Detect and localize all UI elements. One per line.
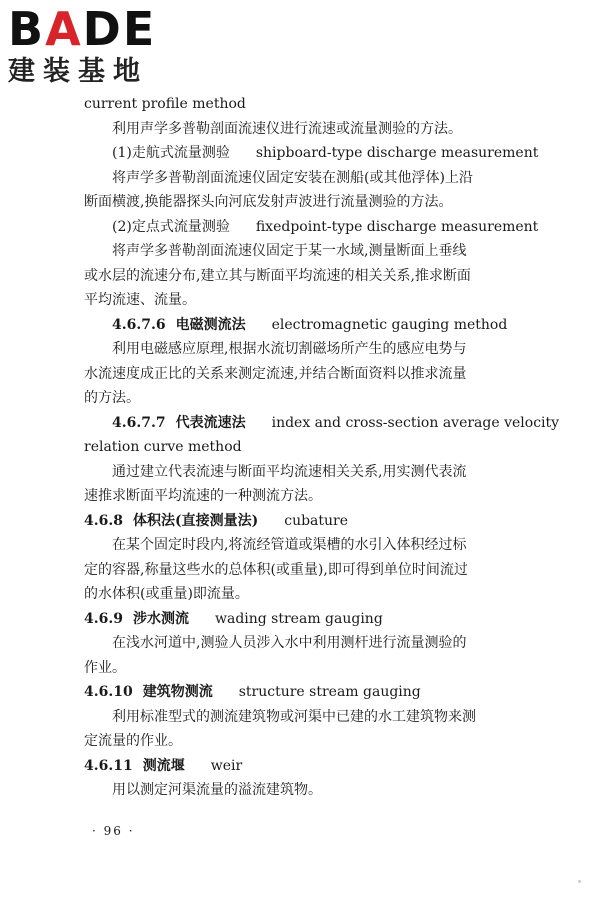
section-title-zh: 体积法(直接测量法): [132, 512, 259, 529]
text-line: 平均流速、流量。: [84, 292, 196, 308]
section-title-zh: 建筑物测流: [142, 684, 213, 700]
text-line: current profile method: [84, 96, 246, 112]
text-line: 的方法。: [84, 390, 140, 406]
page-number: · 96 ·: [92, 824, 135, 838]
section-title-en: index and cross-section average velocity: [271, 414, 560, 431]
text-line: 或水层的流速分布,建立其与断面平均流速的相关关系,推求断面: [84, 267, 471, 284]
text-line: 作业。: [84, 659, 126, 676]
text-line: 速推求断面平均流速的一种测流方法。: [84, 488, 322, 504]
subterm-zh: (1)走航式流量测验: [112, 145, 230, 161]
section-number: 4.6.9: [84, 610, 123, 627]
subterm-fixedpoint: [84, 215, 539, 240]
text-line: 利用电磁感应原理,根据水流切割磁场所产生的感应电势与: [112, 341, 467, 357]
logo-letter-a: A: [45, 2, 83, 56]
document-body: [84, 92, 560, 803]
text-line: 水流速度成正比的关系来测定流速,并结合断面资料以推求流量: [84, 365, 467, 382]
text-line: 用以测定河渠流量的溢流建筑物。: [112, 782, 322, 798]
text-line: 将声学多普勒剖面流速仪固定安装在测船(或其他浮体)上沿: [112, 169, 473, 186]
text-line: 在浅水河道中,测验人员涉入水中利用测杆进行流量测验的: [112, 635, 467, 651]
section-number: 4.6.8: [84, 512, 123, 529]
section-title-zh: 代表流速法: [175, 414, 246, 431]
logo-wordmark: [8, 4, 178, 54]
text-line: 通过建立代表流速与断面平均流速相关关系,用实测代表流: [112, 463, 467, 480]
text-line: 定流量的作业。: [84, 733, 182, 749]
section-title-en: cubature: [284, 512, 349, 529]
subterm-zh: (2)定点式流量测验: [112, 218, 230, 235]
text-line: 的水体积(或重量)即流量。: [84, 586, 249, 602]
logo-letter-b: B: [8, 2, 46, 56]
logo-subtitle: 建装基地: [8, 56, 148, 87]
section-title-zh: 测流堰: [142, 757, 185, 774]
section-title-en: electromagnetic gauging method: [271, 316, 508, 333]
section-heading-469: [84, 607, 514, 632]
section-title-zh: 涉水测流: [132, 610, 189, 627]
section-heading-4611: [84, 754, 514, 779]
text-line: 定的容器,称量这些水的总体积(或重量),即可得到单位时间流过: [84, 561, 468, 578]
subterm-en: fixedpoint-type discharge measurement: [255, 218, 539, 235]
text-line: 利用声学多普勒剖面流速仪进行流速或流量测验的方法。: [112, 120, 462, 137]
text-line: 利用标准型式的测流建筑物或河渠中已建的水工建筑物来测: [112, 708, 476, 725]
section-number: 4.6.10: [84, 684, 133, 700]
text-line: relation curve method: [84, 439, 242, 455]
section-heading-4677: [84, 411, 560, 436]
section-number: 4.6.7.7: [112, 414, 166, 431]
logo-letters-de: DE: [82, 2, 157, 56]
text-line: 将声学多普勒剖面流速仪固定于某一水域,测量断面上垂线: [112, 243, 467, 259]
section-number: 4.6.7.6: [112, 316, 166, 333]
subterm-shipboard: [84, 141, 539, 166]
section-title-en: wading stream gauging: [214, 610, 383, 627]
section-number: 4.6.11: [84, 757, 133, 774]
scan-speck: [578, 880, 581, 883]
section-heading-4676: [84, 313, 514, 338]
section-title-zh: 电磁测流法: [175, 316, 246, 333]
text-line: 断面横渡,换能器探头向河底发射声波进行流量测验的方法。: [84, 194, 453, 210]
section-title-en: weir: [210, 757, 243, 774]
section-heading-468: [84, 509, 514, 534]
text-line: 在某个固定时段内,将流经管道或渠槽的水引入体积经过标: [112, 537, 467, 553]
section-title-en: structure stream gauging: [238, 684, 421, 700]
bade-logo: [8, 4, 178, 88]
subterm-en: shipboard-type discharge measurement: [255, 145, 539, 161]
section-heading-4610: [84, 680, 514, 705]
